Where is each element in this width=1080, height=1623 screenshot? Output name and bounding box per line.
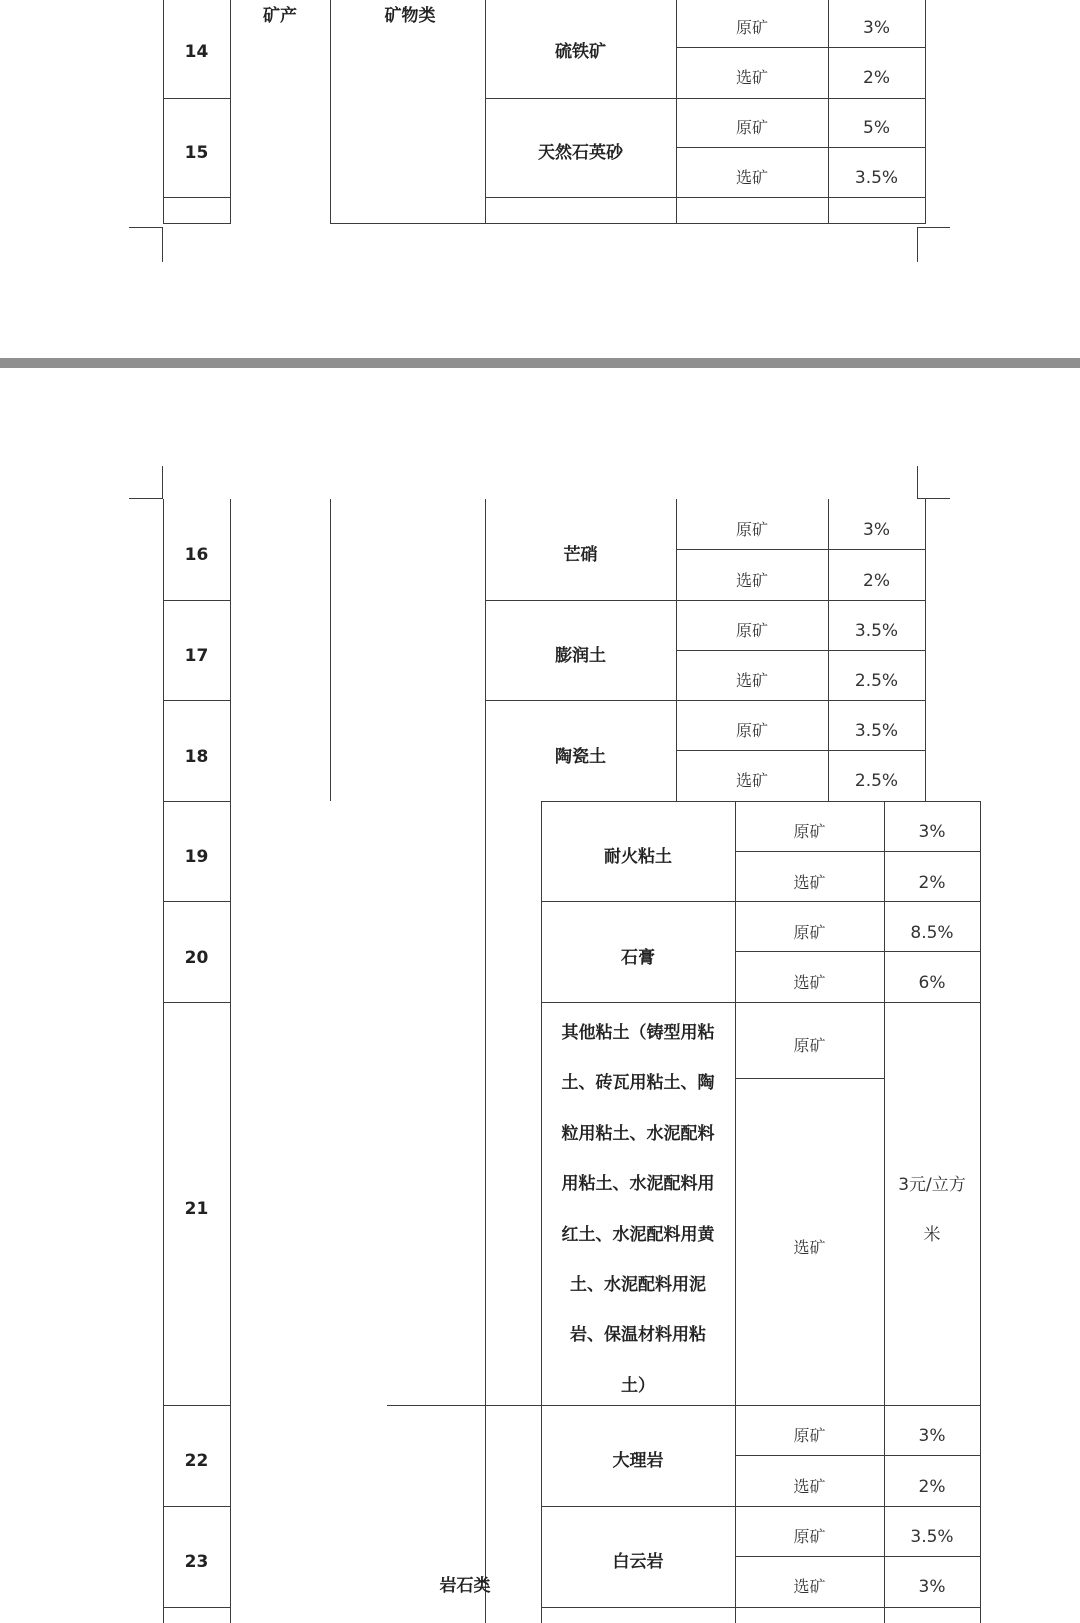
tax-rate: 3% <box>863 17 890 38</box>
row-number: 19 <box>184 846 209 867</box>
category-label: 岩石类 <box>439 1575 491 1596</box>
ore-form-label: 选矿 <box>735 68 768 87</box>
name-line: 土、水泥配料用泥 <box>570 1275 706 1296</box>
name-line: 红土、水泥配料用黄 <box>561 1224 715 1245</box>
tax-rate: 3% <box>918 1576 946 1597</box>
ore-form-label: 原矿 <box>735 118 768 137</box>
mineral-name: 耐火粘土 <box>604 846 672 867</box>
ore-form-label: 原矿 <box>735 520 768 539</box>
tax-rate: 3% <box>918 821 946 842</box>
tax-rate: 5% <box>863 117 890 138</box>
row-number: 20 <box>184 947 209 968</box>
tax-rate: 3.5% <box>910 1526 954 1547</box>
row-number: 18 <box>184 746 209 767</box>
tax-rate: 3.5% <box>854 167 899 188</box>
tax-rate: 8.5% <box>910 922 954 943</box>
name-line: 岩、保温材料用粘 <box>570 1325 706 1346</box>
ore-form-label: 选矿 <box>793 1477 826 1496</box>
mineral-name: 大理岩 <box>612 1450 664 1471</box>
row-number: 17 <box>184 645 209 666</box>
ore-form-label: 选矿 <box>735 571 768 590</box>
rate-line: 米 <box>923 1225 941 1245</box>
tax-rate: 2% <box>863 67 890 88</box>
mineral-name: 陶瓷土 <box>555 746 606 767</box>
tax-rate: 3.5% <box>854 620 899 641</box>
tax-rate: 6% <box>918 972 946 993</box>
ore-form-label: 选矿 <box>793 873 826 892</box>
tax-rate: 2% <box>918 872 946 893</box>
ore-form-label: 选矿 <box>735 168 768 187</box>
mineral-name: 芒硝 <box>563 544 598 565</box>
ore-form-label: 选矿 <box>735 771 768 790</box>
tax-rate: 2.5% <box>854 670 899 691</box>
ore-form-label: 原矿 <box>735 721 768 740</box>
row-number: 15 <box>184 142 209 163</box>
mineral-name-multiline <box>541 1008 735 1411</box>
name-line: 其他粘土（铸型用粘 <box>561 1023 715 1043</box>
name-line: 粒用粘土、水泥配料 <box>561 1123 715 1144</box>
tax-rate: 3% <box>863 519 890 540</box>
tax-rate: 2% <box>918 1476 946 1497</box>
ore-form-label: 原矿 <box>793 1426 826 1445</box>
ore-form-label: 原矿 <box>735 18 768 37</box>
ore-form-label: 原矿 <box>735 621 768 640</box>
mineral-name: 白云岩 <box>612 1551 664 1572</box>
name-line: 土、砖瓦用粘土、陶 <box>561 1073 715 1094</box>
row-number: 16 <box>184 544 209 565</box>
tax-rate: 3.5% <box>854 720 899 741</box>
page-divider <box>0 358 1080 368</box>
ore-form-label: 选矿 <box>735 671 768 690</box>
row-number: 14 <box>184 41 209 62</box>
category-label: 矿产 <box>263 5 297 26</box>
tax-rate: 3% <box>918 1425 946 1446</box>
ore-form-label: 原矿 <box>793 1036 826 1055</box>
mineral-name: 膨润土 <box>555 645 606 666</box>
mineral-name: 石膏 <box>621 947 655 968</box>
mineral-name: 天然石英砂 <box>538 142 623 163</box>
ore-form-label: 原矿 <box>793 822 826 841</box>
ore-form-label: 选矿 <box>793 1238 826 1257</box>
row-number: 22 <box>184 1450 209 1471</box>
category-label: 矿物类 <box>384 5 436 26</box>
tax-rate-multiline <box>884 1160 980 1260</box>
ore-form-label: 原矿 <box>793 1527 826 1546</box>
rate-line: 3元/立方 <box>898 1175 966 1195</box>
mineral-name: 硫铁矿 <box>555 41 606 62</box>
row-number: 23 <box>184 1551 209 1572</box>
tax-rate: 2.5% <box>854 770 899 791</box>
name-line: 土） <box>621 1375 655 1396</box>
ore-form-label: 选矿 <box>793 1577 826 1596</box>
ore-form-label: 选矿 <box>793 973 826 992</box>
row-number: 21 <box>184 1198 209 1219</box>
tax-rate: 2% <box>863 570 890 591</box>
name-line: 用粘土、水泥配料用 <box>561 1174 715 1195</box>
ore-form-label: 原矿 <box>793 923 826 942</box>
